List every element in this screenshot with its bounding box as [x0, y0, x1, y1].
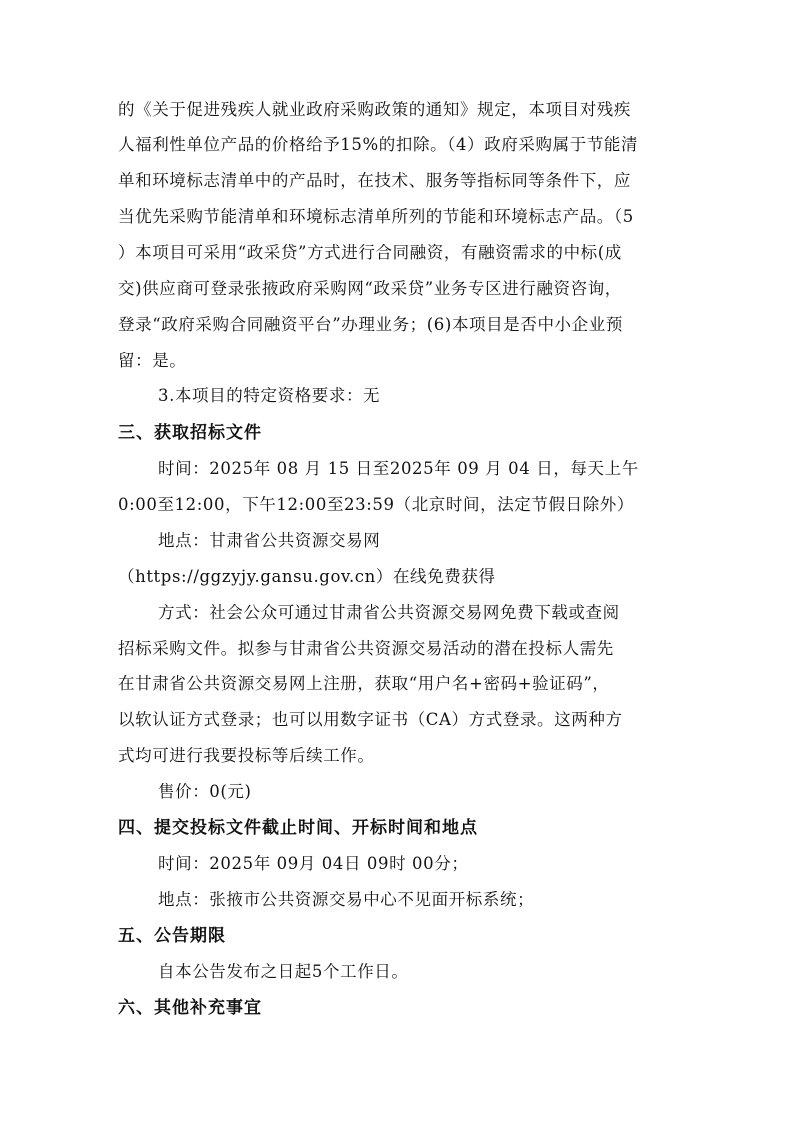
- paragraph-line: ）本项目可采用“政采贷”方式进行合同融资，有融资需求的中标(成: [118, 243, 622, 262]
- obtain-method-line: 方式：社会公众可通过甘肃省公共资源交易网免费下载或查阅: [158, 603, 620, 622]
- obtain-method-line: 在甘肃省公共资源交易网上注册，获取“用户名+密码+验证码”，: [118, 674, 610, 693]
- section-heading-notice-period: 五、公告期限: [118, 926, 226, 946]
- obtain-method-line: 招标采购文件。拟参与甘肃省公共资源交易活动的潜在投标人需先: [118, 639, 614, 658]
- obtain-location-line: 地点：甘肃省公共资源交易网: [158, 531, 381, 550]
- obtain-time-line: 0:00至12:00，下午12:00至23:59（北京时间，法定节假日除外）: [118, 495, 635, 514]
- obtain-method-line: 式均可进行我要投标等后续工作。: [118, 746, 375, 765]
- notice-period-line: 自本公告发布之日起5个工作日。: [158, 962, 409, 981]
- paragraph-line: 留：是。: [118, 351, 187, 370]
- paragraph-line: 单和环境标志清单中的产品时，在技术、服务等指标同等条件下，应: [118, 171, 631, 190]
- paragraph-line: 登录“政府采购合同融资平台”办理业务；(6)本项目是否中小企业预: [118, 315, 623, 334]
- price-line: 售价：0(元): [158, 782, 252, 801]
- section-heading-obtain-documents: 三、获取招标文件: [118, 423, 262, 443]
- qualification-requirement: 3.本项目的特定资格要求：无: [158, 386, 381, 405]
- paragraph-line: 人福利性单位产品的价格给予15%的扣除。（4）政府采购属于节能清: [118, 135, 639, 154]
- paragraph-line: 交)供应商可登录张掖政府采购网“政采贷”业务专区进行融资咨询，: [118, 279, 622, 298]
- paragraph-line: 的《关于促进残疾人就业政府采购政策的通知》规定，本项目对残疾: [118, 100, 631, 119]
- obtain-location-url: （https://ggzyjy.gansu.gov.cn）在线免费获得: [118, 567, 496, 586]
- obtain-time-line: 时间：2025年 08 月 15 日至2025年 09 月 04 日，每天上午: [158, 459, 639, 478]
- obtain-method-line: 以软认证方式登录；也可以用数字证书（CA）方式登录。这两种方: [118, 710, 623, 729]
- paragraph-line: 当优先采购节能清单和环境标志清单所列的节能和环境标志产品。（5: [118, 207, 634, 226]
- deadline-time-line: 时间：2025年 09月 04日 09时 00分；: [158, 854, 469, 873]
- deadline-location-line: 地点：张掖市公共资源交易中心不见面开标系统；: [158, 890, 535, 909]
- section-heading-bid-deadline: 四、提交投标文件截止时间、开标时间和地点: [118, 818, 478, 838]
- section-heading-other-matters: 六、其他补充事宜: [118, 998, 262, 1018]
